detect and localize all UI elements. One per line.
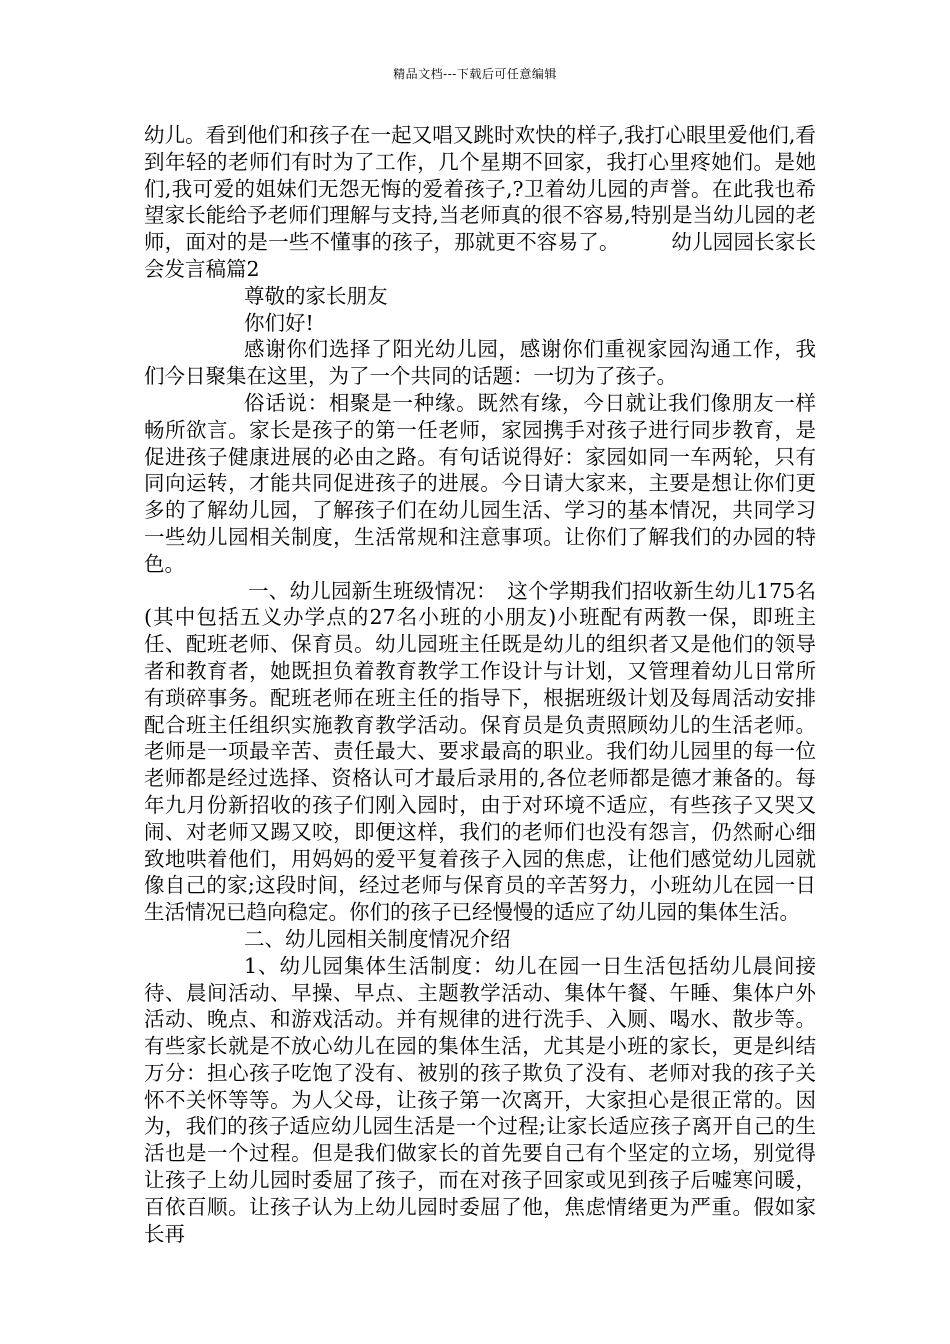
paragraph-continuation: 幼儿。看到他们和孩子在一起又唱又跳时欢快的样子,我打心眼里爱他们,看到年轻的老师们有时为了工作，几个星期不回家，我打心里疼她们。是她们,我可爱的姐妹们无怨无悔的爱着孩子,?卫着幼儿园的声誉。在此我也希望家长能给予老师们理解与支持,当老师真的很不容易,特别是当幼儿园的老师，面对的是一些不懂事的孩子，那就更不容易了。 幼儿园园长家长会发言稿篇2: [144, 123, 816, 281]
page-header: 精品文档---下载后可任意编辑: [393, 67, 557, 81]
section-heading-2: 二、幼儿园相关制度情况介绍: [244, 926, 511, 951]
document-body: [144, 122, 816, 1247]
paragraph-thanks: 感谢你们选择了阳光幼儿园，感谢你们重视家园沟通工作，我们今日聚集在这里，为了一个共同的话题：一切为了孩子。: [144, 337, 816, 389]
greeting: 你们好!: [244, 310, 314, 335]
paragraph-section-1: 一、幼儿园新生班级情况： 这个学期我们招收新生幼儿175名(其中包括五义办学点的27名小班的小朋友)小班配有两教一保，即班主任、配班老师、保育员。幼儿园班主任既是幼儿的组织者又是他们的领导者和教育者，她既担负着教育教学工作设计与计划，又管理着幼儿日常所有琐碎事务。配班老师在班主任的指导下，根据班级计划及每周活动安排配合班主任组织实施教育教学活动。保育员是负责照顾幼儿的生活老师。老师是一项最辛苦、责任最大、要求最高的职业。我们幼儿园里的每一位老师都是经过选择、资格认可才最后录用的,各位老师都是德才兼备的。每年九月份新招收的孩子们刚入园时，由于对环境不适应，有些孩子又哭又闹、对老师又踢又咬，即便这样，我们的老师们也没有怨言，仍然耐心细致地哄着他们，用妈妈的爱平复着孩子入园的焦虑，让他们感觉幼儿园就像自己的家;这段时间，经过老师与保育员的辛苦努力，小班幼儿在园一日生活情况已趋向稳定。你们的孩子已经慢慢的适应了幼儿园的集体生活。: [144, 578, 816, 925]
paragraph-proverb: 俗话说：相聚是一种缘。既然有缘，今日就让我们像朋友一样畅所欲言。家长是孩子的第一任老师，家园携手对孩子进行同步教育，是促进孩子健康进展的必由之路。有句话说得好：家园如同一车两轮，只有同向运转，才能共同促进孩子的进展。今日请大家来，主要是想让你们更多的了解幼儿园，了解孩子们在幼儿园生活、学习的基本情况，共同学习一些幼儿园相关制度，生活常规和注意事项。让你们了解我们的办园的特色。: [144, 390, 816, 576]
salutation: 尊敬的家长朋友: [244, 283, 388, 308]
paragraph-section-2-1: 1、幼儿园集体生活制度：幼儿在园一日生活包括幼儿晨间接待、晨间活动、早操、早点、主题教学活动、集体午餐、午睡、集体户外活动、晚点、和游戏活动。并有规律的进行洗手、入厕、喝水、散步等。有些家长就是不放心幼儿在园的集体生活，尤其是小班的家长，更是纠结万分：担心孩子吃饱了没有、被别的孩子欺负了没有、老师对我的孩子关怀不关怀等等。为人父母，让孩子第一次离开，大家担心是很正常的。因为，我们的孩子适应幼儿园生活是一个过程;让家长适应孩子离开自己的生活也是一个过程。但是我们做家长的首先要自己有个坚定的立场，别觉得让孩子上幼儿园时委屈了孩子，而在对孩子回家或见到孩子后嘘寒问暖，百依百顺。让孩子认为上幼儿园时委屈了他，焦虑情绪更为严重。假如家长再: [144, 953, 816, 1246]
